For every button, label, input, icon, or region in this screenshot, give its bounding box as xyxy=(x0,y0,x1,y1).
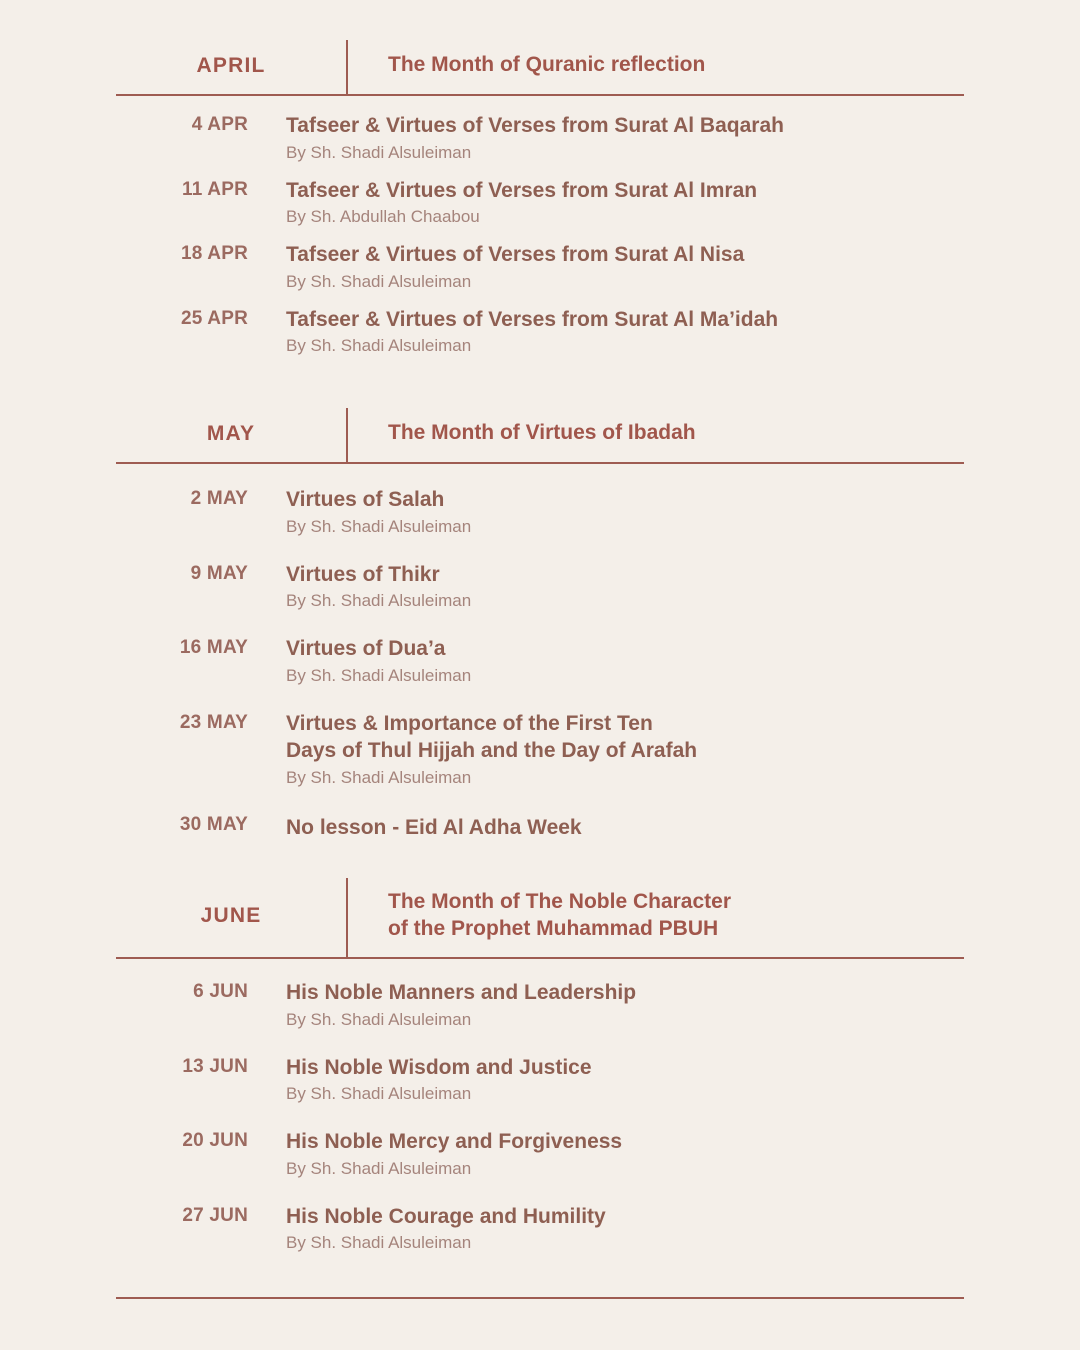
month-title-june xyxy=(348,878,964,957)
session-date: 6 JUN xyxy=(193,981,248,1002)
session-topic xyxy=(286,486,964,514)
list-item xyxy=(116,812,964,842)
session-topic xyxy=(286,1128,964,1156)
session-topic-line: Tafseer & Virtues of Verses from Surat Al Nisa xyxy=(286,243,745,267)
session-date: 11 APR xyxy=(182,178,248,200)
session-date: 23 MAY xyxy=(179,711,248,733)
list-item xyxy=(116,177,964,230)
session-topic xyxy=(286,635,964,663)
session-topic xyxy=(286,306,964,334)
session-date: 18 APR xyxy=(180,243,248,265)
session-topic-line: His Noble Manners and Leadership xyxy=(286,981,637,1004)
session-date: 2 MAY xyxy=(190,488,248,510)
session-topic xyxy=(286,1054,964,1082)
session-body xyxy=(266,1128,964,1181)
month-title-may xyxy=(348,408,964,462)
month-title-april xyxy=(348,40,964,94)
session-speaker: By Sh. Shadi Alsuleiman xyxy=(286,516,472,536)
list-item xyxy=(116,1203,964,1256)
session-body xyxy=(266,979,964,1032)
session-topic-line: Virtues & Importance of the First Ten xyxy=(286,711,653,735)
session-topic-line: Tafseer & Virtues of Verses from Surat Al Ma’idah xyxy=(286,307,779,331)
month-name-april: APRIL xyxy=(116,40,348,94)
list-item xyxy=(116,561,964,614)
session-speaker: By Sh. Shadi Alsuleiman xyxy=(286,336,472,356)
session-body xyxy=(266,306,964,359)
session-topic-line: Tafseer & Virtues of Verses from Surat Al Baqarah xyxy=(286,114,784,137)
session-body xyxy=(266,1203,964,1256)
session-date: 30 MAY xyxy=(179,813,248,835)
list-item xyxy=(116,486,964,539)
session-body xyxy=(266,561,964,614)
list-item xyxy=(116,979,964,1032)
session-date: 4 APR xyxy=(191,114,248,135)
session-topic xyxy=(286,241,964,269)
session-body xyxy=(266,112,964,165)
session-topic-line: Virtues of Dua’a xyxy=(286,637,446,661)
session-body xyxy=(266,1054,964,1107)
list-item xyxy=(116,112,964,165)
session-speaker: By Sh. Shadi Alsuleiman xyxy=(286,591,472,611)
session-speaker: By Sh. Abdullah Chaabou xyxy=(286,207,480,227)
session-list-june xyxy=(116,959,964,1255)
list-item xyxy=(116,1128,964,1181)
session-speaker: By Sh. Shadi Alsuleiman xyxy=(286,1158,472,1178)
session-speaker: By Sh. Shadi Alsuleiman xyxy=(286,665,472,685)
session-topic xyxy=(286,561,964,589)
session-body xyxy=(266,710,964,790)
session-body xyxy=(266,635,964,688)
session-speaker: By Sh. Shadi Alsuleiman xyxy=(286,142,472,162)
session-list-may xyxy=(116,464,964,870)
session-date: 20 JUN xyxy=(182,1130,248,1152)
session-body xyxy=(266,812,964,842)
list-item xyxy=(116,241,964,294)
session-topic xyxy=(286,1203,964,1231)
session-topic-line: His Noble Courage and Humility xyxy=(286,1204,606,1228)
session-topic xyxy=(286,177,964,205)
month-name-june: JUNE xyxy=(116,878,348,957)
list-item xyxy=(116,306,964,359)
session-speaker: By Sh. Shadi Alsuleiman xyxy=(286,1233,472,1253)
month-name-may: MAY xyxy=(116,408,348,462)
session-body xyxy=(266,486,964,539)
session-speaker: By Sh. Shadi Alsuleiman xyxy=(286,768,472,788)
session-topic xyxy=(286,812,964,842)
session-topic-line: Virtues of Thikr xyxy=(286,562,440,586)
month-title-line: The Month of The Noble Character xyxy=(388,889,732,913)
session-topic-line: Days of Thul Hijjah and the Day of Arafah xyxy=(286,739,698,763)
session-topic-line: His Noble Mercy and Forgiveness xyxy=(286,1130,623,1154)
month-title-line: The Month of Virtues of Ibadah xyxy=(388,421,696,445)
session-date: 25 APR xyxy=(180,307,248,329)
session-topic-line: Virtues of Salah xyxy=(286,488,445,512)
session-speaker: By Sh. Shadi Alsuleiman xyxy=(286,1009,472,1029)
list-item xyxy=(116,1054,964,1107)
month-header-june xyxy=(116,878,964,959)
session-topic xyxy=(286,979,964,1007)
list-item xyxy=(116,710,964,790)
session-date: 16 MAY xyxy=(179,637,248,659)
month-header-may xyxy=(116,408,964,464)
session-speaker: By Sh. Shadi Alsuleiman xyxy=(286,271,472,291)
month-title-line: of the Prophet Muhammad PBUH xyxy=(388,917,719,941)
month-title-line: The Month of Quranic reflection xyxy=(388,53,706,77)
list-item xyxy=(116,635,964,688)
bottom-divider xyxy=(116,1297,964,1299)
month-header-april xyxy=(116,40,964,96)
session-topic xyxy=(286,710,964,765)
session-list-april xyxy=(116,96,964,386)
session-date: 13 JUN xyxy=(182,1055,248,1077)
session-topic xyxy=(286,112,964,140)
session-body xyxy=(266,241,964,294)
session-topic-line: Tafseer & Virtues of Verses from Surat Al Imran xyxy=(286,178,758,202)
session-date: 27 JUN xyxy=(182,1204,248,1226)
session-topic-line: His Noble Wisdom and Justice xyxy=(286,1055,592,1079)
session-body xyxy=(266,177,964,230)
session-topic-line: No lesson - Eid Al Adha Week xyxy=(286,815,582,839)
session-speaker: By Sh. Shadi Alsuleiman xyxy=(286,1084,472,1104)
session-date: 9 MAY xyxy=(190,562,248,584)
